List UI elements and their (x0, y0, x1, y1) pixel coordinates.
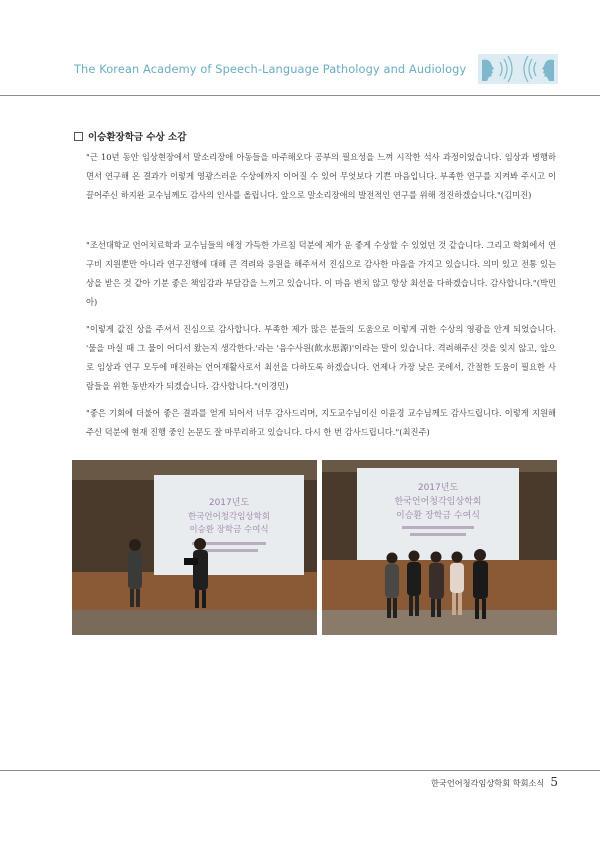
square-bullet-icon (74, 132, 83, 141)
header-divider (0, 95, 600, 96)
testimonial-paragraph: "조선대학교 언어치료학과 교수님들의 애정 가득한 가르침 덕분에 제가 운 좋게 수상할 수 있었던 것 같습니다. 그리고 학회에서 연구비 지원뿐만 아니라 연구진행에 대해 큰 격려와 응원을 해주셔서 진심으로 감사한 마음을 가지고 있습니다. 의미 있고 전통 있는 상을 받은 것 같아 기분 좋은 책임감과 부담감을 느끼고 있습니다. 이 마음 변치 않고 항상 최선을 다하겠습니다. 감사합니다."(박민아) (86, 240, 556, 307)
screen-line: 2017년도 (417, 483, 459, 493)
footer-divider (0, 770, 600, 771)
section-heading-text: 이승환장학금 수상 소감 (88, 132, 187, 143)
screen-line: 이승환 장학금 수여식 (396, 511, 480, 521)
header-title: The Korean Academy of Speech-Language Pathology and Audiology (74, 62, 467, 76)
page-footer (431, 775, 558, 789)
page-header (0, 0, 600, 96)
testimonial-paragraph: "좋은 기회에 더불어 좋은 결과를 얻게 되어서 너무 감사드리며, 지도교수님이신 이윤경 교수님께도 감사드립니다. 이렇게 지원해주신 덕분에 현재 진행 중인 논문도 잘 마무리하고 있습니다. 다시 한 번 감사드립니다."(최진주) (86, 408, 556, 437)
footer-publication: 한국언어청각임상학회 학회소식 (431, 778, 545, 788)
screen-line: 2017년도 (208, 498, 250, 508)
screen-line: 한국언어청각임상학회 (394, 497, 482, 507)
speech-waves-logo-icon (478, 52, 558, 86)
screen-line: 한국언어청각임상학회 (187, 512, 271, 522)
ceremony-photo-group (322, 460, 557, 635)
section-heading (74, 129, 186, 143)
screen-line: 이승환 장학금 수여식 (189, 525, 269, 535)
testimonial-paragraph: "이렇게 값진 상을 주셔서 진심으로 감사합니다. 부족한 제가 많은 분들의 도움으로 이렇게 귀한 수상의 영광을 안게 되었습니다. '물을 마실 때 그 물이 어디서 왔는지 생각한다.'라는 '음수사원(飮水思源)'이라는 말이 있습니다. 격려해주신 것을 잊지 않고, 앞으로 임상과 연구 모두에 매진하는 언어재활사로서 최선을 다하도록 하겠습니다. 언제나 가장 낮은 곳에서, 간절한 도움이 필요한 사람들을 위한 동반자가 되겠습니다. 감사합니다."(이경민) (86, 324, 556, 391)
testimonial-paragraph: "근 10년 동안 임상현장에서 말소리장애 아동들을 마주해오다 공부의 필요성을 느껴 시작한 석사 과정이었습니다. 임상과 병행하면서 연구해 온 결과가 이렇게 영광스러운 수상에까지 이어질 수 있어 무엇보다 기쁜 마음입니다. 부족한 연구를 지켜봐 주시고 이끌어주신 하지완 교수님께도 감사의 인사를 올립니다. 앞으로 말소리장애의 발전적인 연구를 위해 정진하겠습니다."(김미진) (86, 152, 556, 200)
ceremony-photo-handover (72, 460, 317, 635)
page-number: 5 (550, 775, 558, 789)
